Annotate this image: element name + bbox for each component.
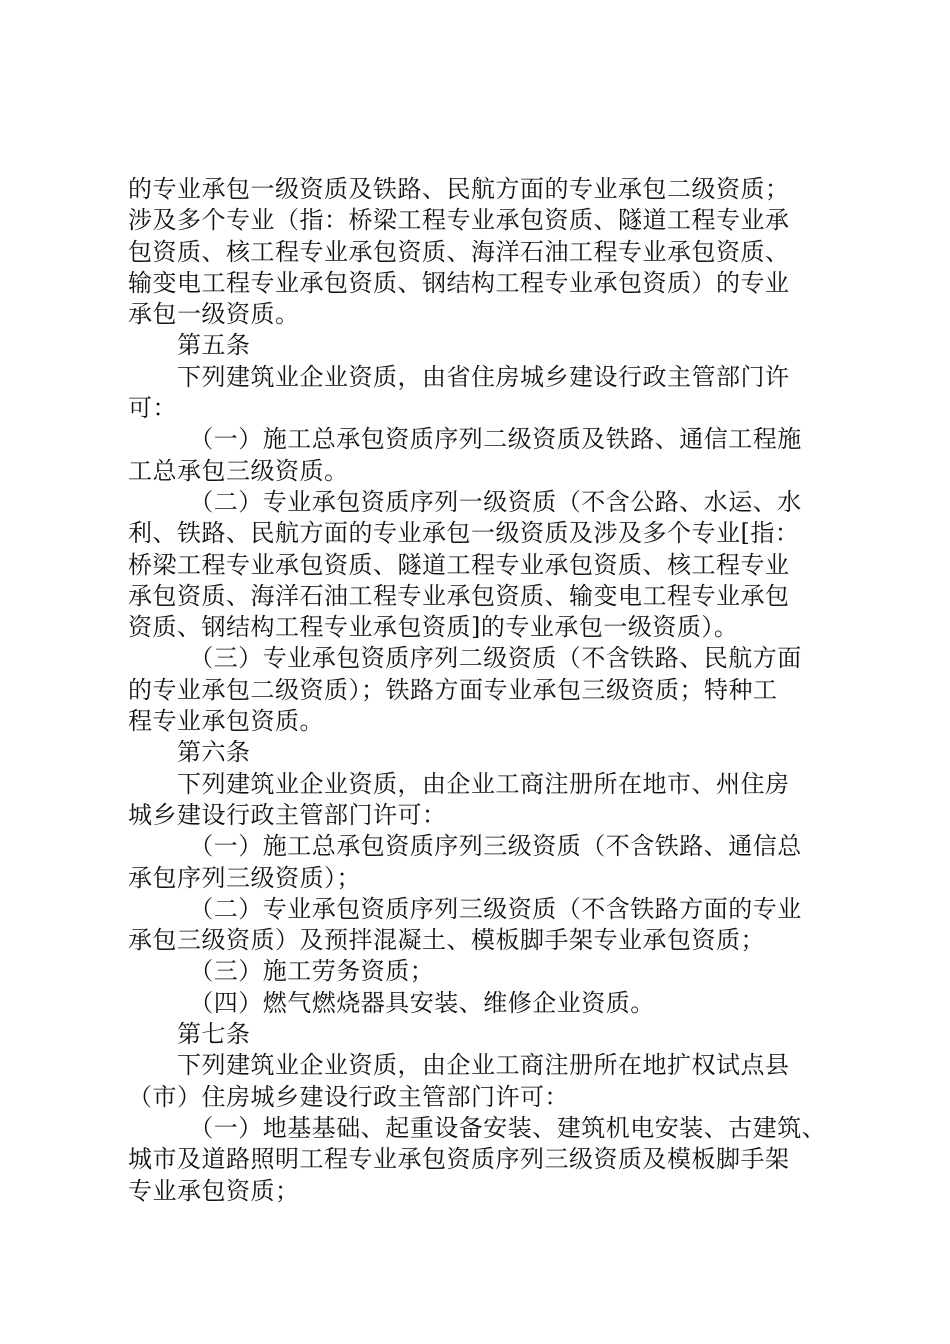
text-line: 输变电工程专业承包资质、钢结构工程专业承包资质）的专业: [128, 268, 790, 297]
document-body: [128, 174, 848, 1207]
text-line: 承包一级资质。: [128, 300, 300, 329]
text-line: 的专业承包一级资质及铁路、民航方面的专业承包二级资质；: [128, 175, 790, 203]
text-line: 下列建筑业企业资质，由企业工商注册所在地市、州住房: [177, 769, 790, 798]
text-line: （四）燃气燃烧器具安装、维修企业资质。: [189, 988, 655, 1017]
text-line: 工总承包三级资质。: [128, 456, 349, 485]
text-line: 承包序列三级资质）；: [128, 863, 361, 892]
text-line: 承包三级资质）及预拌混凝土、模板脚手架专业承包资质；: [128, 926, 765, 955]
text-line: 第七条: [177, 1020, 251, 1049]
text-line: 城市及道路照明工程专业承包资质序列三级资质及模板脚手架: [128, 1145, 790, 1174]
text-line: 下列建筑业企业资质，由省住房城乡建设行政主管部门许: [177, 362, 790, 391]
text-line: 下列建筑业企业资质，由企业工商注册所在地扩权试点县: [177, 1051, 790, 1080]
text-line: 包资质、核工程专业承包资质、海洋石油工程专业承包资质、: [128, 237, 790, 266]
text-line: 桥梁工程专业承包资质、隧道工程专业承包资质、核工程专业: [128, 550, 790, 579]
text-line: （三）专业承包资质序列二级资质（不含铁路、民航方面: [189, 644, 802, 673]
text-line: （二）专业承包资质序列一级资质（不含公路、水运、水: [189, 487, 802, 516]
text-line: （一）施工总承包资质序列三级资质（不含铁路、通信总: [189, 832, 802, 861]
text-line: 的专业承包二级资质）；铁路方面专业承包三级资质；特种工: [128, 675, 778, 704]
text-line: 程专业承包资质。: [128, 707, 324, 736]
text-line: 第六条: [177, 738, 251, 767]
text-line: （一）施工总承包资质序列二级资质及铁路、通信工程施: [189, 425, 802, 454]
text-line: 资质、钢结构工程专业承包资质]的专业承包一级资质）。: [128, 613, 739, 642]
text-line: 第五条: [177, 331, 251, 360]
text-line: 利、铁路、民航方面的专业承包一级资质及涉及多个专业[指：: [128, 519, 800, 548]
text-line: 专业承包资质；: [128, 1176, 300, 1205]
text-line: 可：: [128, 394, 177, 423]
text-line: （三）施工劳务资质；: [189, 957, 435, 986]
text-line: （市）住房城乡建设行政主管部门许可：: [128, 1082, 569, 1111]
text-line: （一）地基基础、起重设备安装、建筑机电安装、古建筑、: [189, 1113, 827, 1142]
text-line: （二）专业承包资质序列三级资质（不含铁路方面的专业: [189, 894, 802, 923]
text-line: 承包资质、海洋石油工程专业承包资质、输变电工程专业承包: [128, 581, 790, 610]
text-line: 城乡建设行政主管部门许可：: [128, 800, 447, 829]
text-line: 涉及多个专业（指：桥梁工程专业承包资质、隧道工程专业承: [128, 206, 790, 235]
